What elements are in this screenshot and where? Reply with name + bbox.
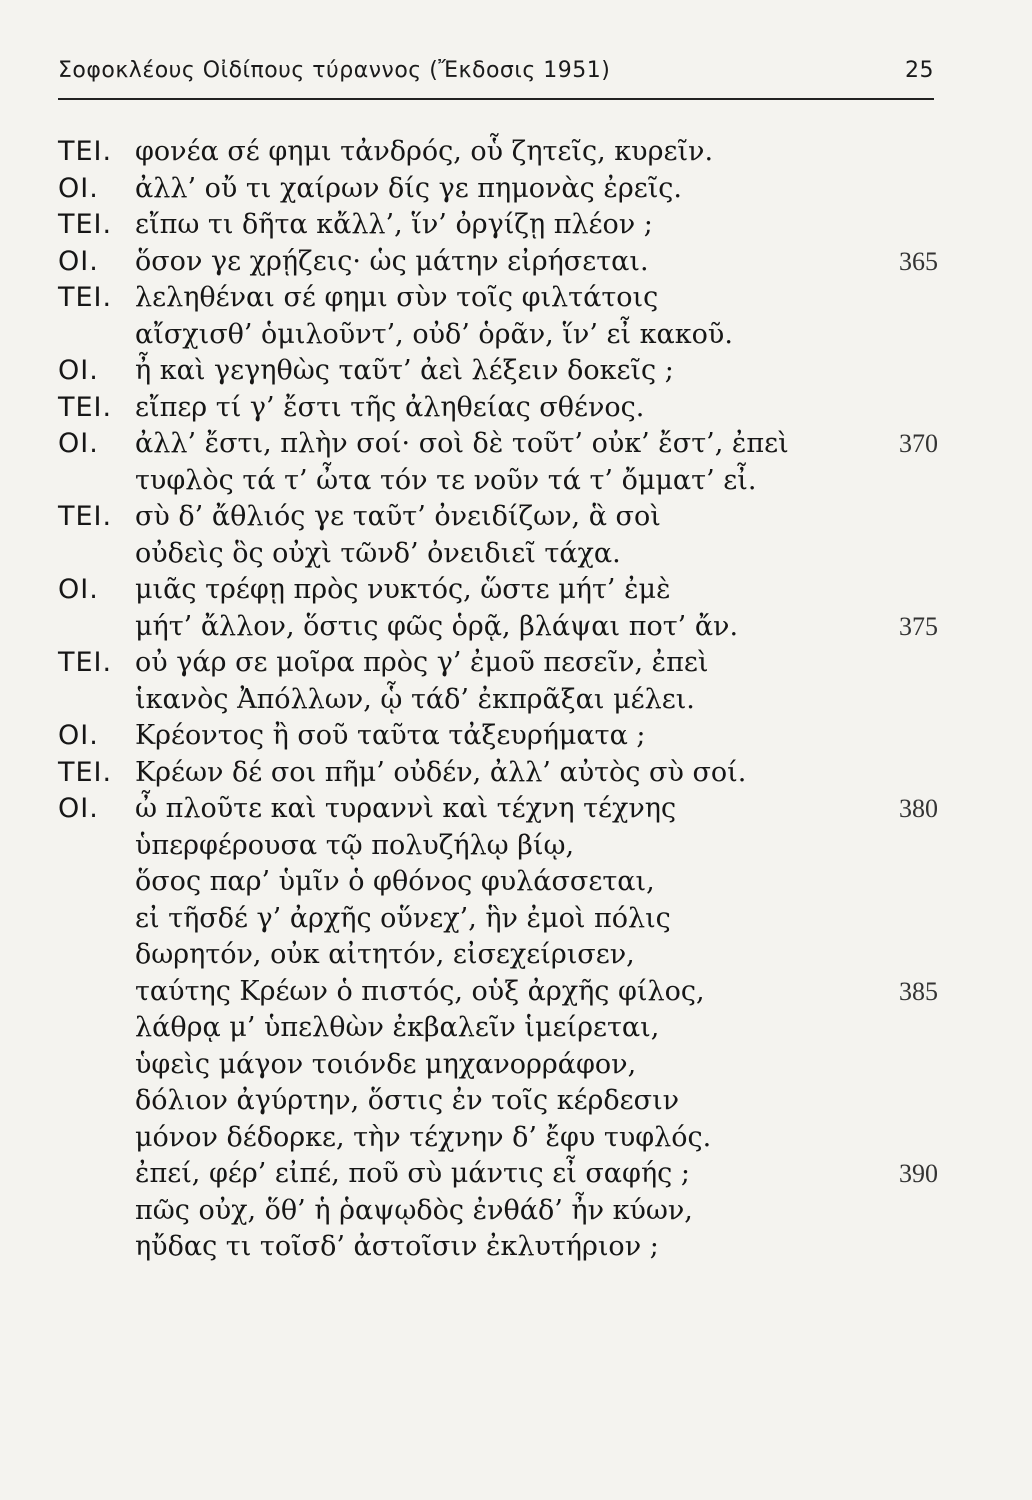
verse-text-line: πῶς οὐχ, ὅθ’ ἡ ῥαψῳδὸς ἐνθάδ’ ἦν κύων,	[135, 1194, 693, 1226]
verse-line	[58, 1010, 938, 1047]
speaker-label: ΟΙ.	[58, 245, 99, 277]
verse-line	[58, 791, 938, 828]
verse-line	[58, 317, 938, 354]
verse-text-line: εἰ τῆσδέ γ’ ἀρχῆς οὕνεχ’, ἣν ἐμοὶ πόλις	[135, 902, 671, 934]
line-number: 365	[899, 246, 938, 276]
verse-line	[58, 171, 938, 208]
speaker-label: ΟΙ.	[58, 720, 99, 751]
verse-text-line: ταύτης Κρέων ὁ πιστός, οὑξ ἀρχῆς φίλος,	[135, 975, 705, 1007]
verse-text-line: εἴπερ τί γ’ ἔστι τῆς ἀληθείας σθένος.	[135, 391, 645, 423]
verse-text-line: ὑπερφέρουσα τῷ πολυζήλῳ βίῳ,	[135, 829, 575, 861]
verse-line	[58, 609, 938, 646]
verse-text-line: μόνον δέδορκε, τὴν τέχνην δ’ ἔφυ τυφλός.	[135, 1121, 712, 1153]
verse-text-line: φονέα σέ φημι τἀνδρός, οὗ ζητεῖς, κυρεῖν.	[135, 136, 714, 167]
line-number: 375	[899, 611, 938, 641]
speaker-label: ΤΕΙ.	[58, 209, 113, 240]
verse-line	[58, 207, 938, 244]
verse-line	[58, 937, 938, 974]
verse-line	[58, 974, 938, 1011]
verse-text-line: οὐ γάρ σε μοῖρα πρὸς γ’ ἐμοῦ πεσεῖν, ἐπεὶ	[135, 647, 709, 678]
verse-text-line: σὺ δ’ ἄθλιός γε ταῦτ’ ὀνειδίζων, ἃ σοὶ	[135, 501, 661, 532]
line-number: 380	[899, 794, 938, 823]
verse-text-line: ἀλλ’ ἔστι, πλὴν σοί· σοὶ δὲ τοῦτ’ οὐκ’ ἔστ’, ἐπεὶ	[135, 428, 789, 459]
line-number: 390	[899, 1159, 938, 1188]
verse-text-line: αἴσχισθ’ ὁμιλοῦντ’, οὐδ’ ὁρᾶν, ἵν’ εἶ κακοῦ.	[135, 318, 733, 350]
verse-text-line: τυφλὸς τά τ’ ὦτα τόν τε νοῦν τά τ’ ὄμματ’ εἶ.	[135, 464, 757, 496]
verse-text-line: ὅσον γε χρῄζεις· ὡς μάτην εἰρήσεται.	[135, 245, 649, 277]
page-number: 25	[905, 58, 934, 83]
verse-line	[58, 1156, 938, 1193]
speaker-label: ΤΕΙ.	[58, 391, 113, 423]
verse-line	[58, 280, 938, 317]
speaker-label: ΤΕΙ.	[58, 501, 113, 532]
header-rule	[58, 98, 934, 100]
verse-text-line: ὦ πλοῦτε καὶ τυραννὶ καὶ τέχνη τέχνης	[135, 793, 677, 824]
verse-line	[58, 828, 938, 865]
verse-line	[58, 536, 938, 573]
verse-text-line: οὐδεὶς ὃς οὐχὶ τῶνδ’ ὀνειδιεῖ τάχα.	[135, 537, 621, 569]
verse-line	[58, 645, 938, 682]
speaker-label: ΤΕΙ.	[58, 282, 113, 313]
speaker-label: ΟΙ.	[58, 355, 99, 386]
verse-text-line: λεληθέναι σέ φημι σὺν τοῖς φιλτάτοις	[135, 282, 659, 313]
running-title: Σοφοκλέους Οἰδίπους τύραννος (Ἔκδοσις 1951)	[58, 58, 611, 83]
verse-line	[58, 1083, 938, 1120]
verse-line	[58, 718, 938, 755]
verse-text-line: ὑφεὶς μάγον τοιόνδε μηχανορράφον,	[135, 1048, 637, 1080]
speaker-label: ΟΙ.	[58, 793, 99, 824]
verse-line	[58, 353, 938, 390]
verse-line	[58, 499, 938, 536]
speaker-label: ΤΕΙ.	[58, 136, 113, 167]
verse-text-line: Κρέων δέ σοι πῆμ’ οὐδέν, ἀλλ’ αὐτὸς σὺ σοί.	[135, 756, 747, 788]
verse-line	[58, 572, 938, 609]
speaker-label: ΟΙ.	[58, 428, 99, 459]
verse-text	[58, 134, 938, 1266]
verse-line	[58, 426, 938, 463]
verse-text-line: λάθρᾳ μ’ ὑπελθὼν ἐκβαλεῖν ἱμείρεται,	[135, 1012, 660, 1043]
verse-text-line: ὅσος παρ’ ὑμῖν ὁ φθόνος φυλάσσεται,	[135, 866, 655, 897]
speaker-label: ΟΙ.	[58, 574, 99, 605]
verse-text-line: ἐπεί, φέρ’ εἰπέ, ποῦ σὺ μάντις εἶ σαφής ;	[135, 1158, 690, 1189]
verse-line	[58, 1120, 938, 1157]
verse-text-line: ηὔδας τι τοῖσδ’ ἀστοῖσιν ἐκλυτήριον ;	[135, 1231, 659, 1262]
verse-text-line: ἱκανὸς Ἀπόλλων, ᾧ τάδ’ ἐκπρᾶξαι μέλει.	[135, 683, 695, 715]
speaker-label: ΟΙ.	[58, 172, 99, 204]
line-number: 370	[899, 429, 938, 458]
verse-line	[58, 1229, 938, 1266]
verse-text-line: δωρητόν, οὐκ αἰτητόν, εἰσεχείρισεν,	[135, 939, 635, 970]
verse-text-line: Κρέοντος ἢ σοῦ ταῦτα τἀξευρήματα ;	[135, 720, 646, 751]
verse-line	[58, 1047, 938, 1084]
verse-text-line: μήτ’ ἄλλον, ὅστις φῶς ὁρᾷ, βλάψαι ποτ’ ἄν.	[135, 610, 739, 642]
verse-line	[58, 864, 938, 901]
verse-text-line: ἦ καὶ γεγηθὼς ταῦτ’ ἀεὶ λέξειν δοκεῖς ;	[135, 355, 674, 386]
verse-text-line: ἀλλ’ οὔ τι χαίρων δίς γε πημονὰς ἐρεῖς.	[135, 172, 683, 204]
verse-line	[58, 463, 938, 500]
speaker-label: ΤΕΙ.	[58, 647, 113, 678]
speaker-label: ΤΕΙ.	[58, 756, 113, 788]
verse-text-line: μιᾶς τρέφῃ πρὸς νυκτός, ὥστε μήτ’ ἐμὲ	[135, 574, 671, 605]
verse-line	[58, 755, 938, 792]
verse-text-line: εἴπω τι δῆτα κἄλλ’, ἵν’ ὀργίζῃ πλέον ;	[135, 209, 653, 240]
verse-text-line: δόλιον ἀγύρτην, ὅστις ἐν τοῖς κέρδεσιν	[135, 1085, 680, 1116]
verse-line	[58, 244, 938, 281]
running-head	[58, 58, 936, 98]
verse-line	[58, 1193, 938, 1230]
verse-line	[58, 390, 938, 427]
line-number: 385	[899, 976, 938, 1006]
verse-line	[58, 682, 938, 719]
verse-line	[58, 134, 938, 171]
verse-line	[58, 901, 938, 938]
